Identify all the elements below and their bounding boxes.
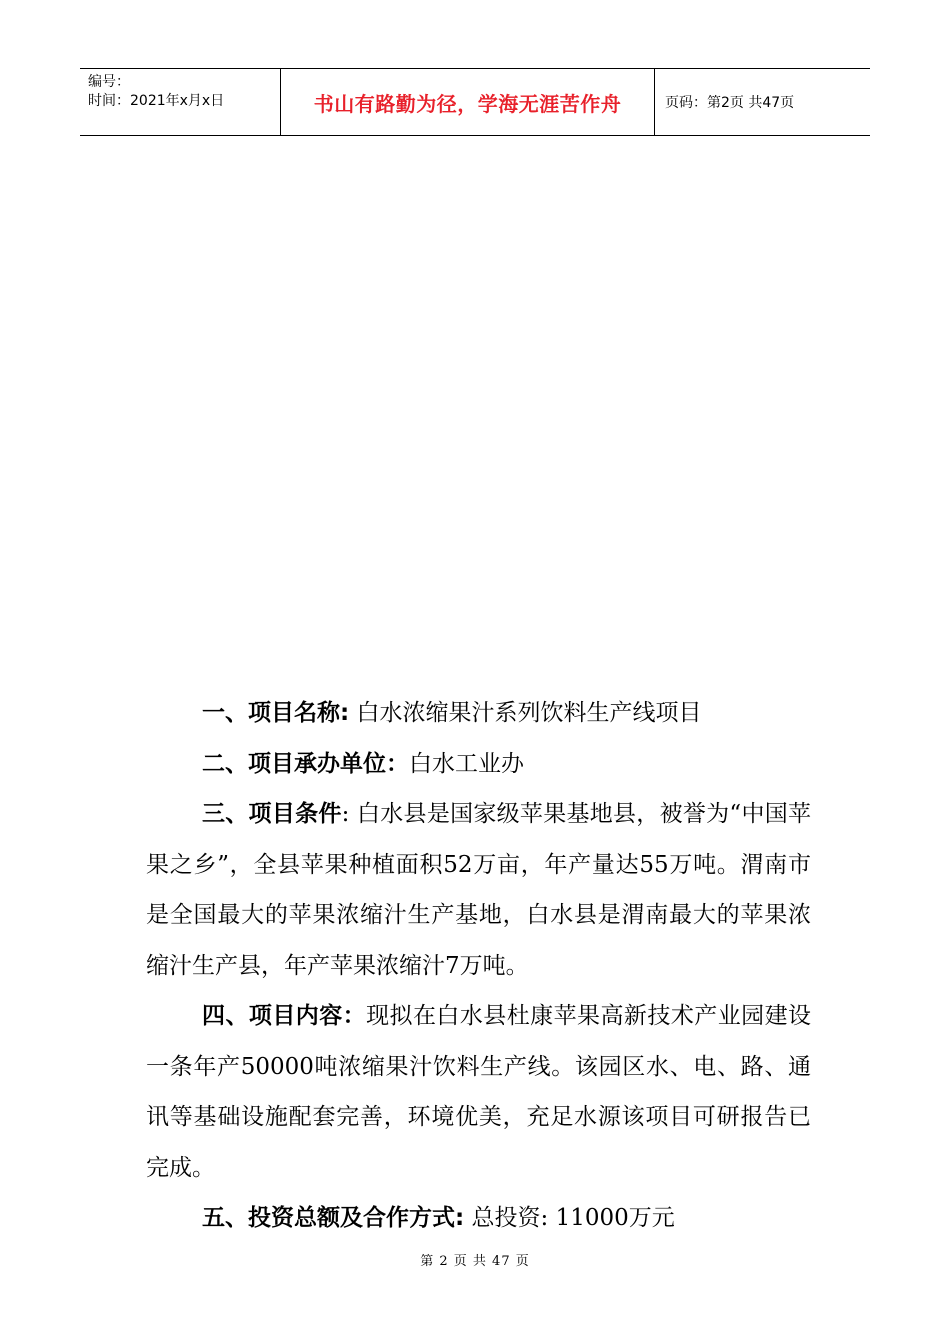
section-label: 二、项目承办单位： (202, 750, 409, 777)
section-text: : 白水县是国家级苹果基地县，被誉为“中国苹果之乡”，全县苹果种植面积52万亩，年产量达55万吨。渭南市是全国最大的苹果浓缩汁生产基地，白水县是渭南最大的苹果浓缩汁生产县，年产苹果浓缩汁7万吨。 (146, 801, 811, 979)
section-project-name (146, 688, 811, 739)
header-motto: 书山有路勤为径，学海无涯苦作舟 (281, 69, 655, 135)
section-investment (146, 1193, 811, 1244)
document-time: 时间：2021年x月x日 (88, 93, 225, 109)
page-header (80, 68, 870, 136)
section-label: 五、投资总额及合作方式: (202, 1205, 465, 1231)
section-label: 三、项目条件 (202, 801, 342, 827)
header-page-info: 页码：第2页 共47页 (665, 95, 795, 111)
header-meta (80, 69, 281, 135)
document-body (146, 688, 811, 1244)
document-number: 编号： (88, 74, 130, 90)
section-project-conditions (146, 789, 811, 991)
page-footer: 第 2 页 共 47 页 (420, 1254, 530, 1269)
section-text: 白水工业办 (409, 750, 524, 777)
section-label: 四、项目内容： (202, 1003, 367, 1029)
section-project-content (146, 991, 811, 1193)
section-text: 总投资: 11000万元 (464, 1205, 675, 1231)
section-text: 白水浓缩果汁系列饮料生产线项目 (349, 700, 702, 726)
section-text: 现拟在白水县杜康苹果高新技术产业园建设一条年产50000吨浓缩果汁饮料生产线。该园区水、电、路、通讯等基础设施配套完善，环境优美，充足水源该项目可研报告已完成。 (146, 1003, 812, 1181)
section-label: 一、项目名称: (202, 700, 350, 726)
section-project-organizer (146, 739, 811, 790)
